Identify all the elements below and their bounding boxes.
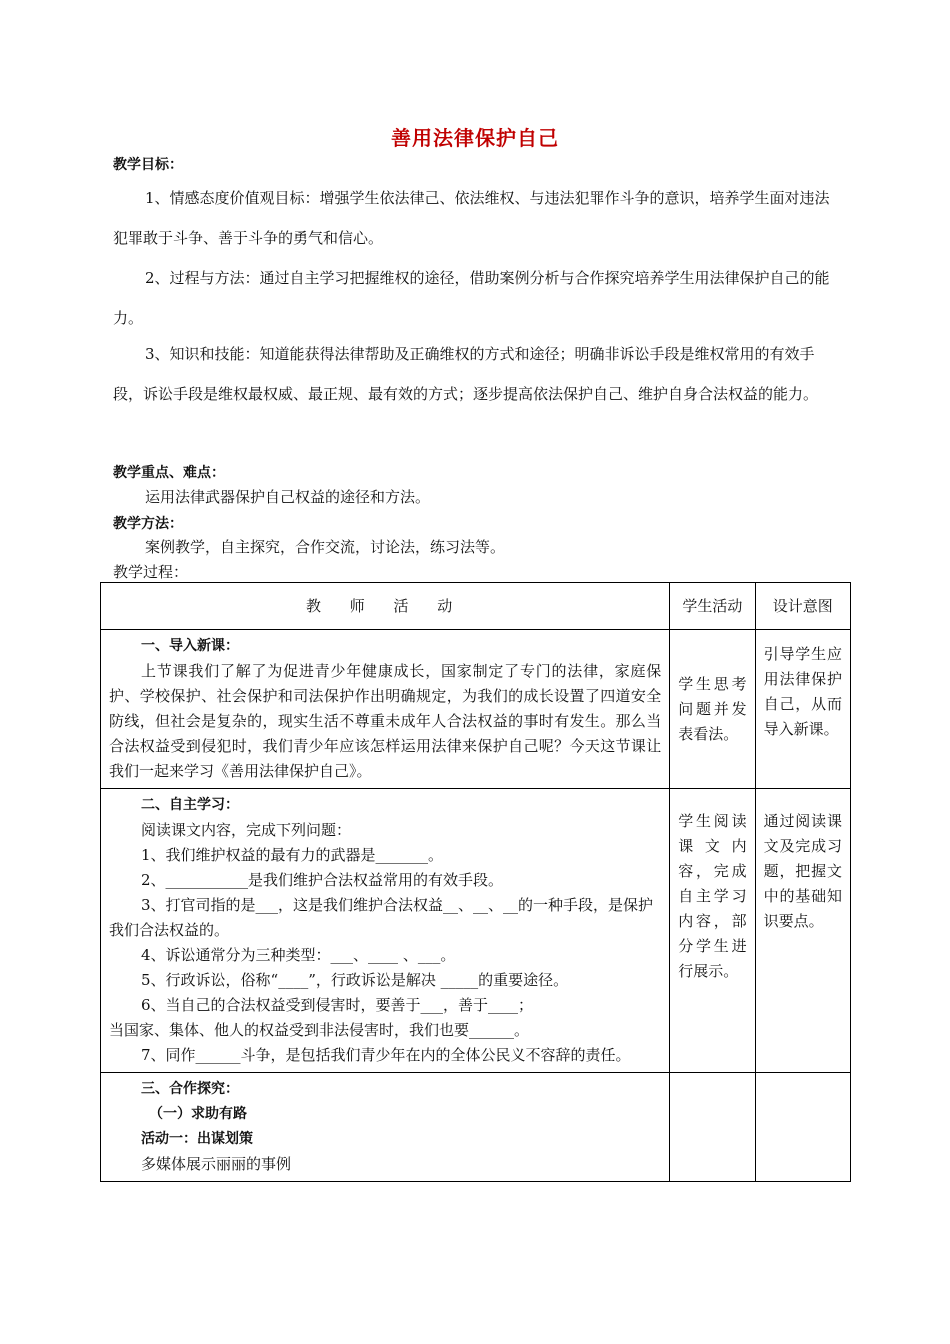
row1-heading: 一、导入新课： [141, 638, 239, 654]
document-title: 善用法律保护自己 [391, 126, 559, 150]
row3-teacher-cell [101, 1073, 670, 1182]
row1-intent-cell: 引导学生应用法律保护自己，从而导入新课。 [755, 630, 850, 789]
row2-line-8: 7、同作______斗争，是包括我们青少年在内的全体公民义不容辞的责任。 [141, 1046, 631, 1064]
table-row [101, 1073, 851, 1182]
row3-sub: （一）求助有路 [149, 1106, 247, 1122]
keypoints-heading: 教学重点、难点： [113, 465, 225, 481]
method-heading: 教学方法： [113, 516, 183, 532]
row2-line-3: 3、打官司指的是___，这是我们维护合法权益__、__、__的一种手段，是保护我们合法权益的。 [109, 896, 654, 939]
table-row [101, 630, 851, 789]
objectives-heading: 教学目标： [113, 157, 183, 173]
row2-student-cell: 学生阅读课文内容，完成自主学习内容，部分学生进行展示。 [670, 789, 755, 1073]
objective-1: 1、情感态度价值观目标：增强学生依法律己、依法维权、与违法犯罪作斗争的意识，培养学生面对违法犯罪敢于斗争、善于斗争的勇气和信心。 [113, 189, 830, 247]
table-header-row [101, 583, 851, 630]
row3-activity: 活动一：出谋划策 [141, 1131, 253, 1147]
row3-intent-cell [755, 1073, 850, 1182]
header-design-intent: 设计意图 [755, 583, 850, 630]
row2-line-5: 5、行政诉讼，俗称“____”，行政诉讼是解决 _____的重要途径。 [141, 971, 569, 989]
row1-student-cell: 学生思考问题并发表看法。 [670, 630, 755, 789]
row2-line-2: 2、___________是我们维护合法权益常用的有效手段。 [141, 871, 504, 889]
row2-line-6: 6、当自己的合法权益受到侵害时，要善于___，善于____； [141, 996, 534, 1014]
row1-teacher-cell [101, 630, 670, 789]
row2-line-7: 当国家、集体、他人的权益受到非法侵害时，我们也要______。 [109, 1021, 530, 1039]
row2-intent-cell: 通过阅读课文及完成习题，把握文中的基础知识要点。 [755, 789, 850, 1073]
process-label: 教学过程： [113, 563, 189, 581]
keypoints-text: 运用法律武器保护自己权益的途径和方法。 [145, 488, 431, 506]
method-text: 案例教学，自主探究，合作交流，讨论法，练习法等。 [145, 538, 506, 556]
row2-heading: 二、自主学习： [141, 797, 239, 813]
table-row [101, 789, 851, 1073]
header-student-activity: 学生活动 [670, 583, 755, 630]
row2-line-0: 阅读课文内容，完成下列问题： [141, 821, 352, 839]
objective-3: 3、知识和技能：知道能获得法律帮助及正确维权的方式和途径；明确非诉讼手段是维权常用的有效手段，诉讼手段是维权最权威、最正规、最有效的方式；逐步提高依法保护自己、维护自身合法权益的能力。 [113, 345, 819, 403]
row1-text: 上节课我们了解了为促进青少年健康成长，国家制定了专门的法律，家庭保护、学校保护、社会保护和司法保护作出明确规定，为我们的成长设置了四道安全防线，但社会是复杂的，现实生活不尊重未成年人合法权益的事时有发生。那么当合法权益受到侵犯时，我们青少年应该怎样运用法律来保护自己呢？今天这节课让我们一起来学习《善用法律保护自己》。 [109, 662, 662, 780]
objective-2: 2、过程与方法：通过自主学习把握维权的途径，借助案例分析与合作探究培养学生用法律保护自己的能力。 [113, 269, 830, 327]
lesson-table [100, 582, 851, 1182]
row2-teacher-cell [101, 789, 670, 1073]
row3-text: 多媒体展示丽丽的事例 [141, 1155, 292, 1173]
row3-student-cell [670, 1073, 755, 1182]
row2-line-4: 4、诉讼通常分为三种类型：___、____ 、___。 [141, 946, 456, 964]
header-teacher-activity: 教 师 活 动 [101, 583, 670, 630]
row3-heading: 三、合作探究： [141, 1081, 239, 1097]
row2-line-1: 1、我们维护权益的最有力的武器是_______。 [141, 846, 444, 864]
